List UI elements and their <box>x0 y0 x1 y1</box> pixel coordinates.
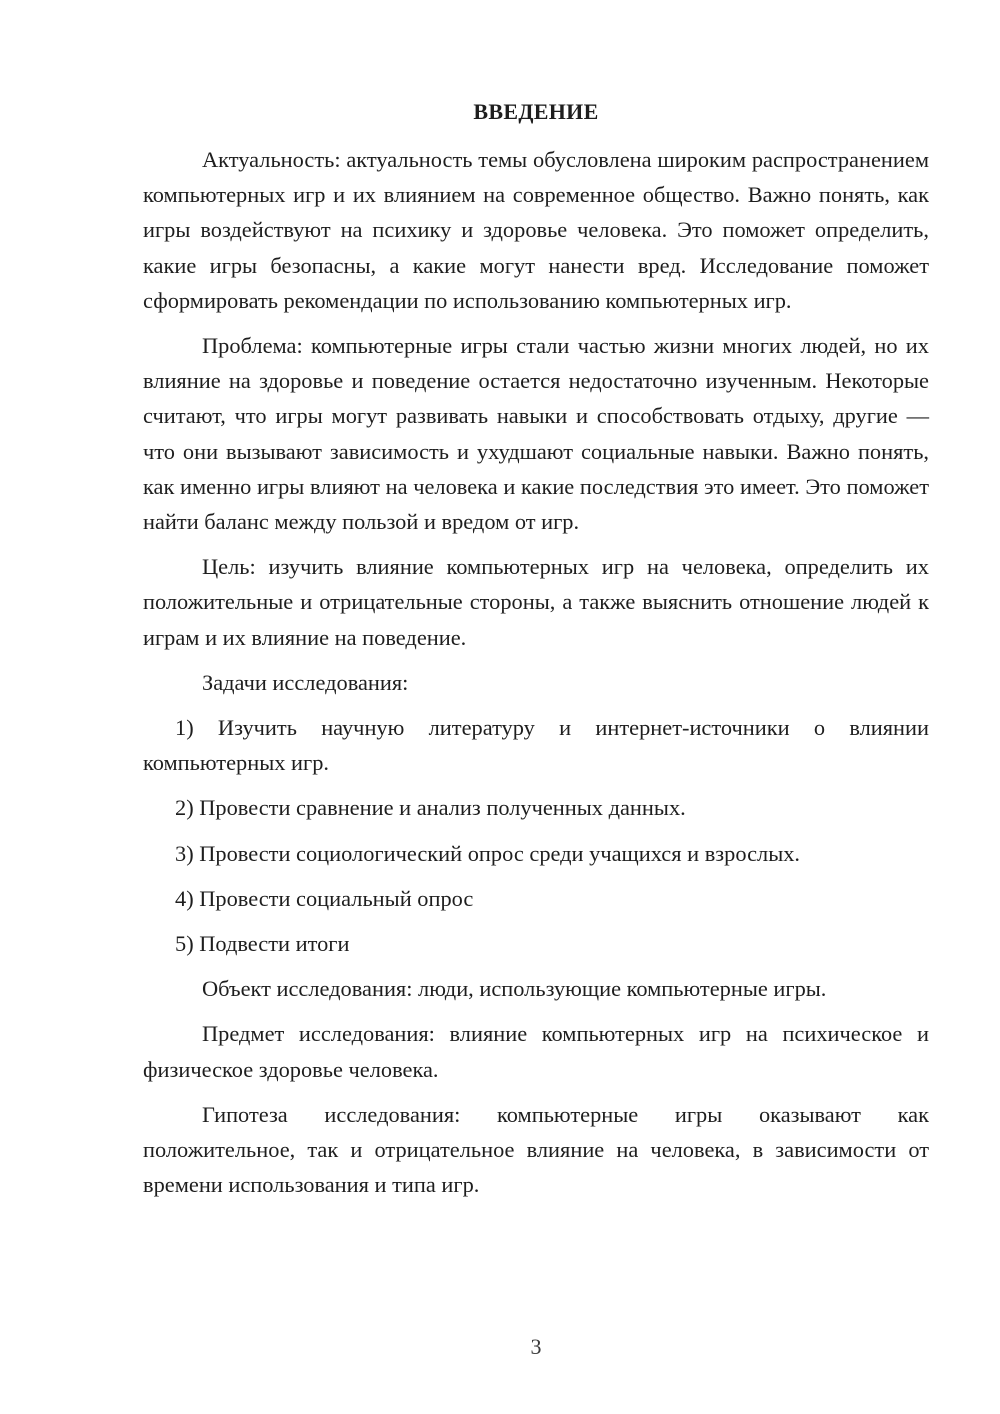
paragraph-problem: Проблема: компьютерные игры стали частью жизни многих людей, но их влияние на здоровье и поведение остается недостаточно изученным. Некоторые считают, что игры могут развивать навыки и способствовать отдыху, другие — что они вызывают зависимость и ухудшают социальные навыки. Важно понять, как именно игры влияют на человека и какие последствия это имеет. Это поможет найти баланс между пользой и вредом от игр. <box>143 333 929 535</box>
section-heading: ВВЕДЕНИЕ <box>473 99 599 124</box>
paragraph-goal: Цель: изучить влияние компьютерных игр на человека, определить их положительные и отрицательные стороны, а также выяснить отношение людей к играм и их влияние на поведение. <box>143 554 929 650</box>
body-text <box>143 142 929 1212</box>
paragraph-relevance: Актуальность: актуальность темы обусловлена широким распространением компьютерных игр и их влиянием на современное общество. Важно понять, как игры воздействуют на психику и здоровье человека. Это поможет определить, какие игры безопасны, а какие могут нанести вред. Исследование поможет сформировать рекомендации по использованию компьютерных игр. <box>143 147 929 313</box>
paragraph-object: Объект исследования: люди, использующие компьютерные игры. <box>202 976 827 1002</box>
task-item-5: 5) Подвести итоги <box>175 931 350 957</box>
paragraph-tasks-title: Задачи исследования: <box>202 669 409 695</box>
task-item-1: 1) Изучить научную литературу и интернет-источники о влиянии компьютерных игр. <box>143 715 929 776</box>
paragraph-subject: Предмет исследования: влияние компьютерных игр на психическое и физическое здоровье человека. <box>143 1021 929 1082</box>
task-item-2: 2) Провести сравнение и анализ полученных данных. <box>175 795 686 821</box>
task-item-3: 3) Провести социологический опрос среди учащихся и взрослых. <box>175 840 801 866</box>
page-number: 3 <box>530 1334 542 1359</box>
task-item-4: 4) Провести социальный опрос <box>175 885 474 911</box>
paragraph-hypothesis: Гипотеза исследования: компьютерные игры оказывают как положительное, так и отрицательное влияние на человека, в зависимости от времени использования и типа игр. <box>143 1101 929 1198</box>
